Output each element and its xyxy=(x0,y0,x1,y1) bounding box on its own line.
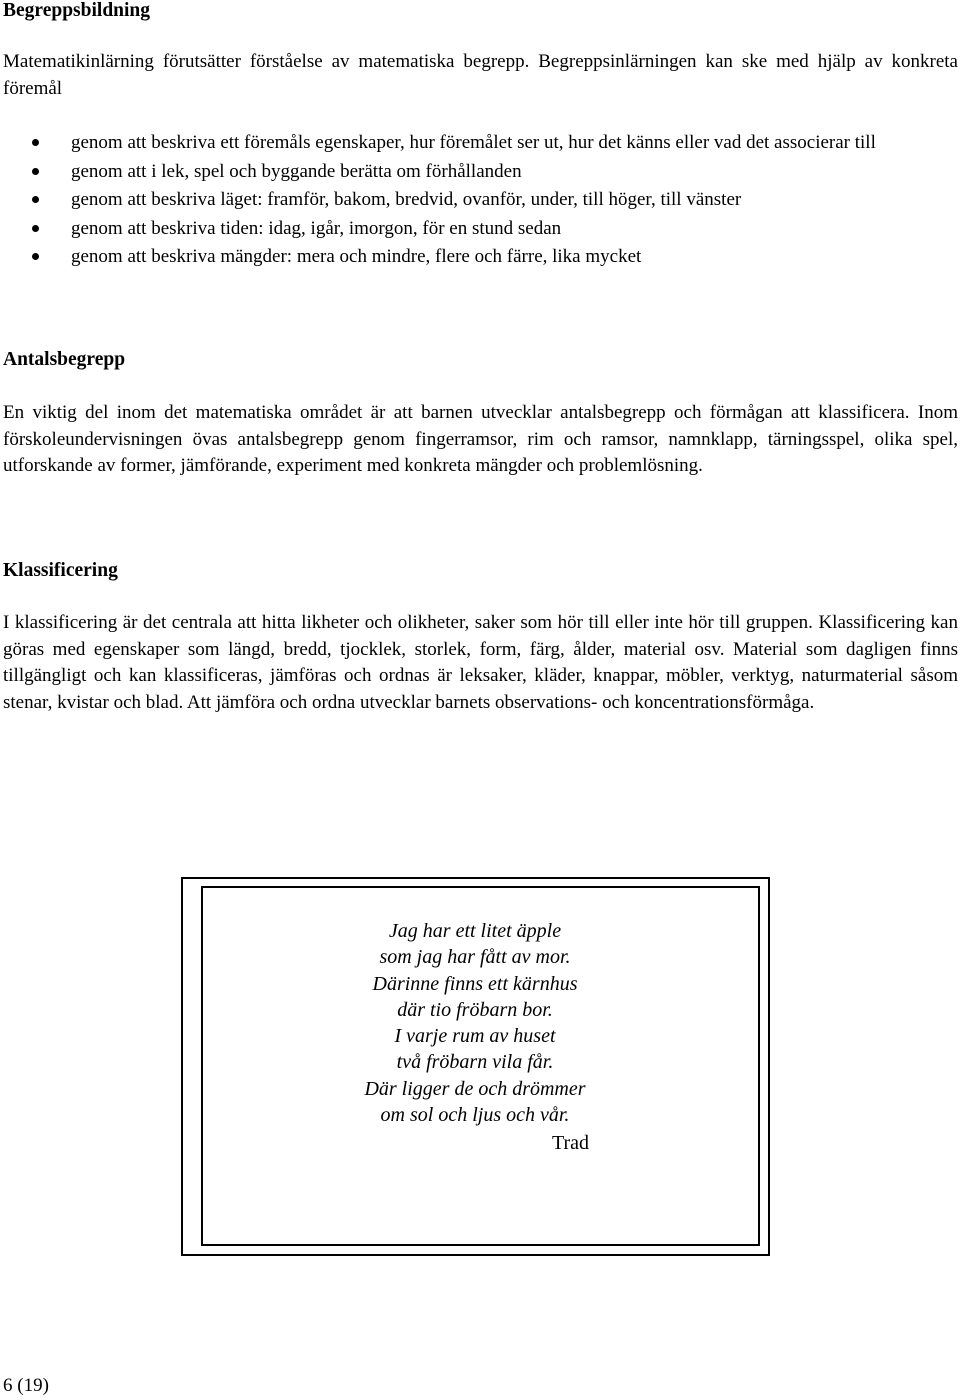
poem xyxy=(0,918,950,1128)
poem-line: Där ligger de och drömmer xyxy=(364,1077,586,1100)
list-item xyxy=(0,159,960,186)
bullet-icon xyxy=(32,139,39,146)
klass-paragraph: I klassificering är det centrala att hitta likheter och olikheter, saker som hör till eller inte hör till gruppen. Klassificering kan göras med egenskaper som längd, bredd, tjocklek, storlek, form, färg, ålder, material osv. Material som dagligen finns tillgängligt och kan klassificeras, jämföras och ordnas är leksaker, kläder, knappar, möbler, verktyg, naturmaterial såsom stenar, kvistar och blad. Att jämföra och ordna utvecklar barnets observations- och koncentrationsförmåga. xyxy=(3,612,958,713)
list-item-text: genom att i lek, spel och byggande berätta om förhållanden xyxy=(71,160,522,182)
list-item-text: genom att beskriva mängder: mera och mindre, flere och färre, lika mycket xyxy=(71,246,642,267)
heading-antalsbegrepp: Antalsbegrepp xyxy=(3,349,126,370)
antal-paragraph: En viktig del inom det matematiska området är att barnen utvecklar antalsbegrepp och förmågan att klassificera. Inom förskoleundervisningen övas antalsbegrepp genom fingerramsor, rim och ramsor, namnklapp, tärningsspel, olika spel, utforskande av former, jämförande, experiment med konkreta mängder och problemlösning. xyxy=(3,402,958,476)
page-number: 6 (19) xyxy=(3,1375,49,1396)
poem-line: Därinne finns ett kärnhus xyxy=(372,972,578,995)
bullet-list xyxy=(0,130,960,273)
intro-paragraph: Matematikinlärning förutsätter förståelse av matematiska begrepp. Begreppsinlärningen kan ske med hjälp av konkreta föremål xyxy=(3,51,958,99)
poem-line: Jag har ett litet äpple xyxy=(388,920,562,942)
poem-attribution: Trad xyxy=(552,1132,590,1154)
list-item-text: genom att beskriva läget: framför, bakom, bredvid, ovanför, under, till höger, till vänster xyxy=(71,189,742,210)
list-item xyxy=(0,244,960,271)
list-item xyxy=(0,187,960,214)
bullet-icon xyxy=(32,168,39,175)
list-item-text: genom att beskriva ett föremåls egenskaper, hur föremålet ser ut, hur det känns eller vad det associerar till xyxy=(71,132,876,153)
poem-line: om sol och ljus och vår. xyxy=(380,1104,570,1127)
poem-line: I varje rum av huset xyxy=(394,1025,556,1048)
bullet-icon xyxy=(32,253,39,260)
heading-klassificering: Klassificering xyxy=(3,560,118,581)
heading-begreppsbildning: Begreppsbildning xyxy=(3,0,151,21)
bullet-icon xyxy=(32,225,39,232)
list-item xyxy=(0,130,960,157)
bullet-icon xyxy=(32,196,39,203)
poem-line: två fröbarn vila får. xyxy=(396,1051,554,1074)
list-item xyxy=(0,216,960,243)
poem-line: som jag har fått av mor. xyxy=(379,946,571,969)
list-item-text: genom att beskriva tiden: idag, igår, imorgon, för en stund sedan xyxy=(71,217,562,239)
poem-line: där tio fröbarn bor. xyxy=(397,998,553,1021)
